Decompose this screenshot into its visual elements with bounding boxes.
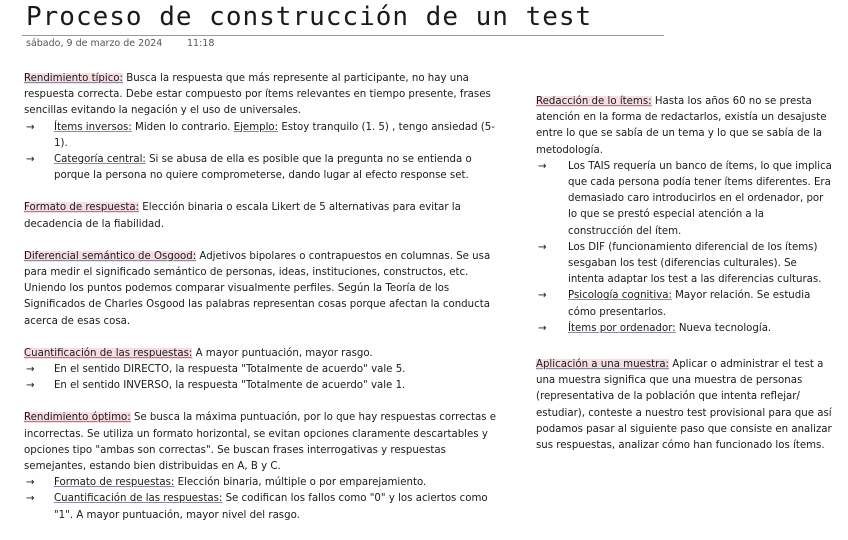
term: Ítems inversos: <box>54 121 132 133</box>
paragraph: Aplicación a una muestra: Aplicar o administrar el test a una muestra significa que una muestra de personas (representativa de la población que intenta reflejar/ estudiar), conteste a nuestro test provisional para que así podamos pasar al siguiente paso que consiste en analizar sus respuestas, analizar cómo han funcionado los ítems. <box>536 359 832 452</box>
section-aplicacion-muestra <box>536 357 832 454</box>
bullet-item: → En el sentido DIRECTO, la respuesta "Totalmente de acuerdo" vale 5. <box>24 362 506 378</box>
term: Formato de respuestas: <box>54 477 175 489</box>
bullet-item: → Ítems por ordenador: Nueva tecnología. <box>536 321 832 337</box>
term: Diferencial semántico de Osgood: <box>24 250 197 262</box>
bullet-item: → Cuantificación de las respuestas: Se codifican los fallos como "0" y los aciertos como "1". A mayor puntuación, mayor nivel del rasgo. <box>24 491 506 523</box>
arrow-icon: → <box>26 380 35 392</box>
bullet-item: → Categoría central: Si se abusa de ella es posible que la pregunta no se entienda o porque la persona no quiere comprometerse, dando lugar al efecto response set. <box>24 152 506 184</box>
bullet-item: → En el sentido INVERSO, la respuesta "Totalmente de acuerdo" vale 1. <box>24 378 506 394</box>
page-title: Proceso de construcción de un test <box>26 2 593 32</box>
term: Cuantificación de las respuestas: <box>54 493 223 505</box>
title-divider <box>22 35 664 36</box>
term: Aplicación a una muestra: <box>536 359 669 371</box>
section-redaccion-items <box>536 94 832 337</box>
arrow-icon: → <box>538 160 547 172</box>
section-formato-respuesta <box>24 200 506 232</box>
section-rendimiento-optimo <box>24 410 506 523</box>
term: Formato de respuesta: <box>24 202 140 214</box>
right-column <box>536 94 832 470</box>
bullet-item: → Los DIF (funcionamiento diferencial de los ítems) sesgaban los test (diferencias culturales). Se intenta adaptar los test a las diferencias culturas. <box>536 240 832 289</box>
term: Rendimiento típico: <box>24 73 123 84</box>
term: Rendimiento óptimo: <box>24 412 131 424</box>
bullet-item: → Ítems inversos: Miden lo contrario. Ejemplo: Estoy tranquilo (1. 5) , tengo ansiedad (5- 1). <box>24 120 506 152</box>
term: Cuantificación de las respuestas: <box>24 347 193 359</box>
paragraph: Cuantificación de las respuestas: A mayor puntuación, mayor rasgo. <box>24 347 373 359</box>
term: Categoría central: <box>54 154 146 166</box>
arrow-icon: → <box>26 477 35 489</box>
arrow-icon: → <box>26 154 35 166</box>
paragraph: Redacción de lo ítems: Hasta los años 60 no se presta atención en la forma de redactarlos, existía un desajuste entre lo que se sabía de un tema y lo que se sabía de la metodología. <box>536 96 827 156</box>
page-date: sábado, 9 de marzo de 2024 <box>26 38 163 49</box>
bullet-item: → Psicología cognitiva: Mayor relación. Se estudia cómo presentarlos. <box>536 288 832 320</box>
arrow-icon: → <box>26 121 35 133</box>
paragraph: Rendimiento típico: Busca la respuesta que más represente al participante, no hay una respuesta correcta. Debe estar compuesto por ítems relevantes en tiempo presente, frases sencillas evitando la negación y el uso de universales. <box>24 73 491 117</box>
term: Ítems por ordenador: <box>568 322 676 334</box>
left-column <box>24 71 506 540</box>
section-rendimiento-tipico <box>24 71 506 184</box>
section-cuantificacion <box>24 346 506 395</box>
term: Psicología cognitiva: <box>568 290 672 302</box>
term: Ejemplo: <box>233 121 279 133</box>
paragraph: Diferencial semántico de Osgood: Adjetivos bipolares o contrapuestos en columnas. Se usa para medir el significado semántico de personas, ideas, instituciones, constructos, etc. Uniendo los puntos podemos comparar visualmente perfiles. Según la Teoría de los Significados de Charles Osgood las palabras representan cosas porque afectan la conducta acerca de esas cosa. <box>24 250 491 327</box>
section-diferencial-semantico <box>24 249 506 330</box>
page-time: 11:18 <box>187 38 215 49</box>
paragraph: Formato de respuesta: Elección binaria o escala Likert de 5 alternativas para evitar la decadencia de la fiabilidad. <box>24 202 461 230</box>
arrow-icon: → <box>538 322 547 334</box>
bullet-item: → Formato de respuestas: Elección binaria, múltiple o por emparejamiento. <box>24 475 506 491</box>
bullet-item: → Los TAIS requería un banco de ítems, lo que implica que cada persona podía tener ítems diferentes. Era demasiado caro introducirlos en el ordenador, por lo que se prestó especial atención a la construcción del ítem. <box>536 159 832 240</box>
arrow-icon: → <box>538 290 547 302</box>
paragraph: Rendimiento óptimo: Se busca la máxima puntuación, por lo que hay respuestas correctas e incorrectas. Se utiliza un formato horizontal, se evitan opciones claramente descartables y opciones tipo "ambas son correctas". Se buscan frases interrogativas y respuestas semejantes, estando bien distribuidas en A, B y C. <box>24 412 497 473</box>
arrow-icon: → <box>26 364 35 376</box>
arrow-icon: → <box>26 493 35 505</box>
arrow-icon: → <box>538 241 547 253</box>
term: Redacción de lo ítems: <box>536 96 652 107</box>
